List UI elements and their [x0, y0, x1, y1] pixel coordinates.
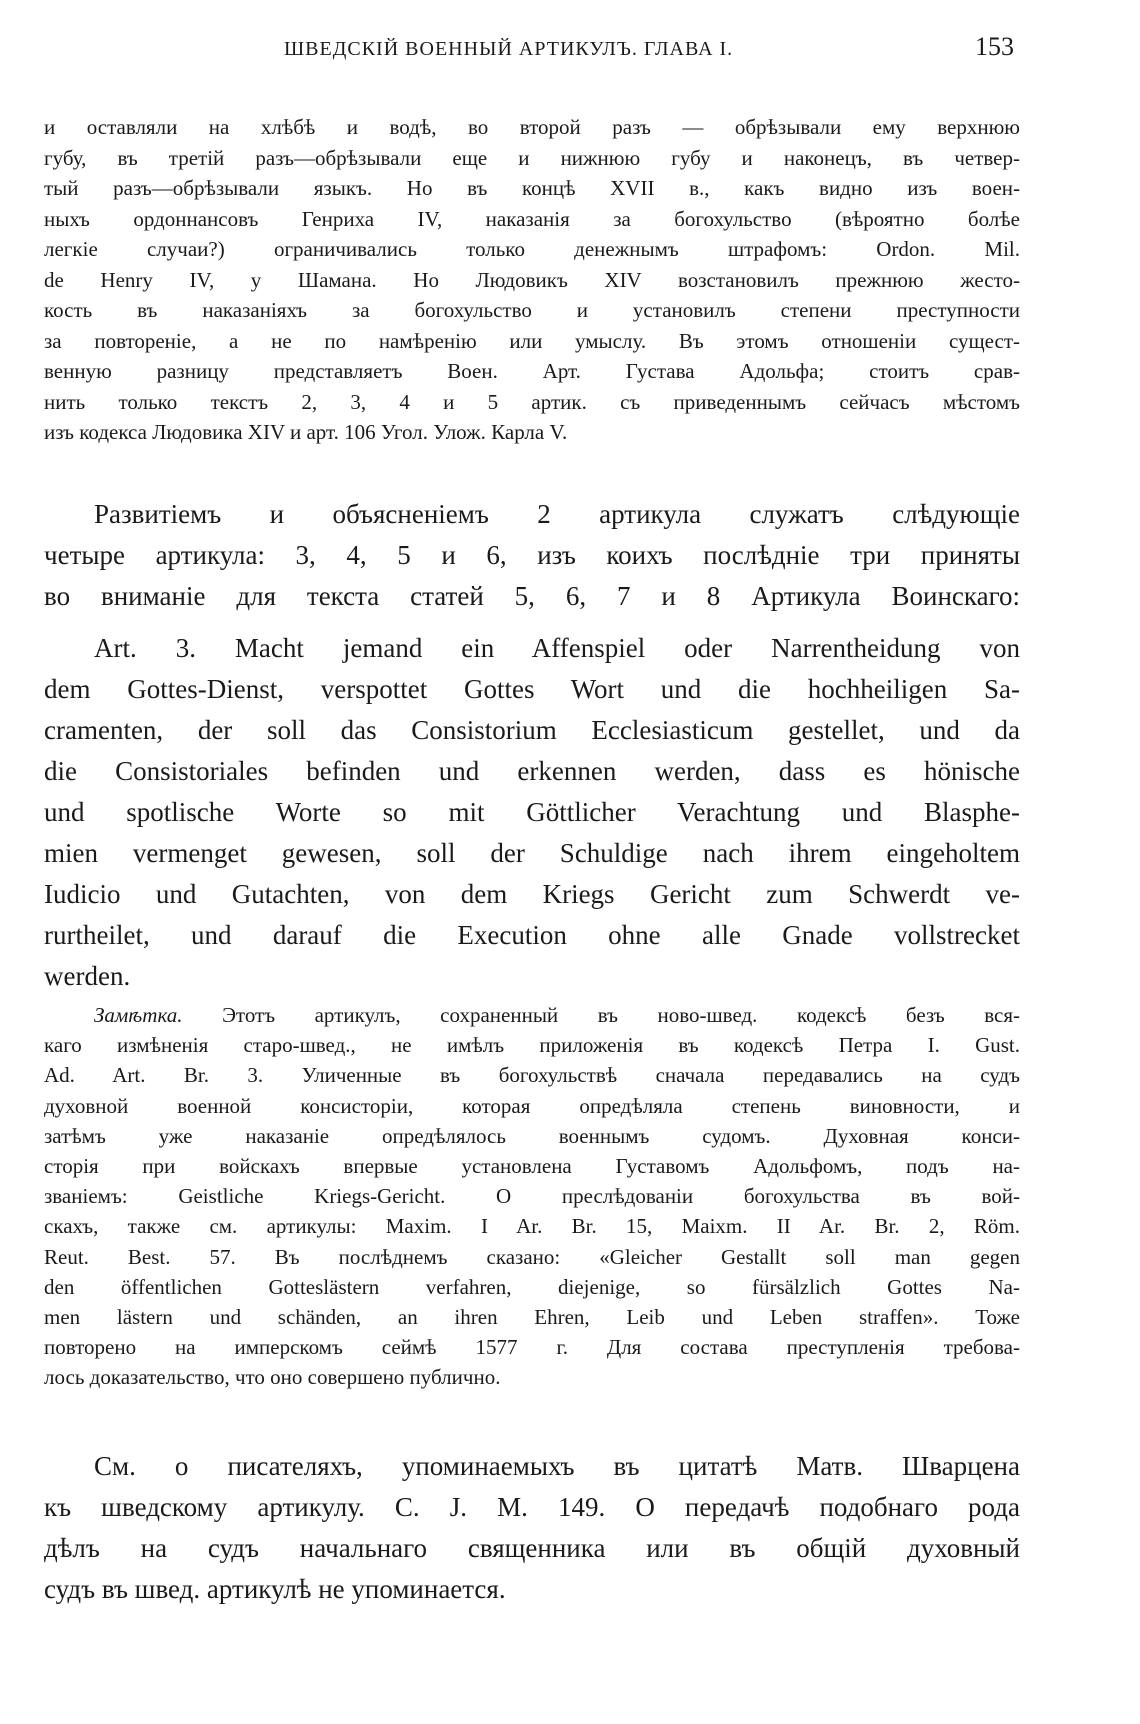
text-line: каго измѣненія старо-швед., не имѣлъ приложенія въ кодексѣ Петра I. Gust. — [44, 1033, 1020, 1058]
text-line: Развитіемъ и объясненіемъ 2 артикула служатъ слѣдующіе — [94, 499, 1020, 529]
text-line: къ шведскому артикулу. С. J. M. 149. О передачѣ подобнаго рода — [44, 1492, 1020, 1522]
text-line: губу, въ третій разъ—обрѣзывали еще и нижнюю губу и наконецъ, въ четвер- — [44, 145, 1020, 170]
text-line: легкіе случаи?) ограничивались только денежнымъ штрафомъ: Ordon. Mil. — [44, 237, 1020, 261]
text-line: Ad. Art. Br. 3. Уличенные въ богохульствѣ сначала передавались на судъ — [44, 1063, 1020, 1088]
text-line: сторія при войскахъ впервые установлена Густавомъ Адольфомъ, подъ на- — [44, 1154, 1020, 1179]
note-text: Этотъ артикулъ, сохраненный въ ново-швед. кодексѣ безъ вся- — [222, 1003, 1020, 1027]
text-line: четыре артикула: 3, 4, 5 и 6, изъ коихъ послѣдніе три приняты — [44, 540, 1020, 570]
text-line: Art. 3. Macht jemand ein Affenspiel oder Narrentheidung von — [94, 633, 1020, 663]
text-line: mien vermenget gewesen, soll der Schuldige nach ihrem eingeholtem — [44, 838, 1020, 868]
text-line: werden. — [44, 961, 131, 991]
text-line: дѣлъ на судъ начальнаго священника или въ общій духовный — [44, 1533, 1020, 1563]
page-number: 153 — [975, 32, 1014, 61]
text-line: Reut. Best. 57. Въ послѣднемъ сказано: «Gleicher Gestallt soll man gegen — [44, 1244, 1020, 1269]
text-line: ныхъ ордоннансовъ Генриха IV, наказанія за богохульство (вѣроятно болѣе — [44, 206, 1020, 231]
text-line: См. о писателяхъ, упоминаемыхъ въ цитатѣ Матв. Шварцена — [94, 1451, 1020, 1481]
text-line: повторено на имперскомъ сеймѣ 1577 г. Для состава преступленія требова- — [44, 1335, 1020, 1360]
text-line: тый разъ—обрѣзывали языкъ. Но въ концѣ XVII в., какъ видно изъ воен- — [44, 176, 1020, 200]
text-line: званіемъ: Geistliche Kriegs-Gericht. О преслѣдованіи богохульства въ вой- — [44, 1184, 1020, 1209]
text-line: изъ кодекса Людовика XIV и арт. 106 Угол. Улож. Карла V. — [44, 420, 568, 444]
paragraph-2 — [44, 494, 1020, 617]
page-header — [44, 30, 1020, 70]
text-line: судъ въ швед. артикулѣ не упоминается. — [44, 1574, 506, 1604]
note — [44, 1000, 1020, 1393]
text-line — [44, 1000, 1020, 1030]
text-line: и оставляли на хлѣбѣ и водѣ, во второй разъ — обрѣзывали ему верхнюю — [44, 115, 1020, 139]
note-label: Замѣтка. — [94, 1003, 183, 1027]
text-line: den öffentlichen Gotteslästern verfahren, diejenige, so fürsälzlich Gottes Na- — [44, 1274, 1020, 1299]
text-line: die Consistoriales befinden und erkennen werden, dass es hönische — [44, 756, 1020, 786]
text-line: de Henry IV, у Шамана. Но Людовикъ XIV возстановилъ прежнюю жесто- — [44, 267, 1020, 292]
text-line: венную разницу представляетъ Воен. Арт. Густава Адольфа; стоитъ срав- — [44, 359, 1020, 383]
text-line: кость въ наказаніяхъ за богохульство и установилъ степени преступности — [44, 298, 1020, 322]
running-title: ШВЕДСКІЙ ВОЕННЫЙ АРТИКУЛЪ. ГЛАВА I. — [284, 38, 734, 60]
text-line: men lästern und schänden, an ihren Ehren, Leib und Leben straffen». Тоже — [44, 1305, 1020, 1330]
article-3-quote — [44, 628, 1020, 997]
text-line: rurtheilet, und darauf die Execution ohne alle Gnade vollstrecket — [44, 920, 1020, 950]
text-line: затѣмъ уже наказаніе опредѣлялось военнымъ судомъ. Духовная конси- — [44, 1123, 1020, 1148]
text-line: cramenten, der soll das Consistorium Ecclesiasticum gestellet, und da — [44, 715, 1020, 745]
text-line: духовной военной консисторіи, которая опредѣляла степень виновности, и — [44, 1093, 1020, 1118]
text-line: dem Gottes-Dienst, verspottet Gottes Wort und die hochheiligen Sa- — [44, 674, 1020, 704]
paragraph-3 — [44, 1446, 1020, 1610]
text-line: und spotlische Worte so mit Göttlicher Verachtung und Blasphe- — [44, 797, 1020, 827]
paragraph-1 — [44, 112, 1020, 448]
text-line: во вниманіе для текста статей 5, 6, 7 и 8 Артикула Воинскаго: — [44, 581, 1020, 611]
text-line: Iudicio und Gutachten, von dem Kriegs Gericht zum Schwerdt ve- — [44, 879, 1020, 909]
text-line: скахъ, также см. артикулы: Maxim. I Ar. Br. 15, Maixm. II Ar. Br. 2, Röm. — [44, 1214, 1020, 1239]
text-line: за повтореніе, а не по намѣренію или умыслу. Въ этомъ отношеніи сущест- — [44, 328, 1020, 353]
text-line: нить только текстъ 2, 3, 4 и 5 артик. съ приведеннымъ сейчасъ мѣстомъ — [44, 389, 1020, 414]
text-line: лось доказательство, что оно совершено публично. — [44, 1365, 501, 1390]
